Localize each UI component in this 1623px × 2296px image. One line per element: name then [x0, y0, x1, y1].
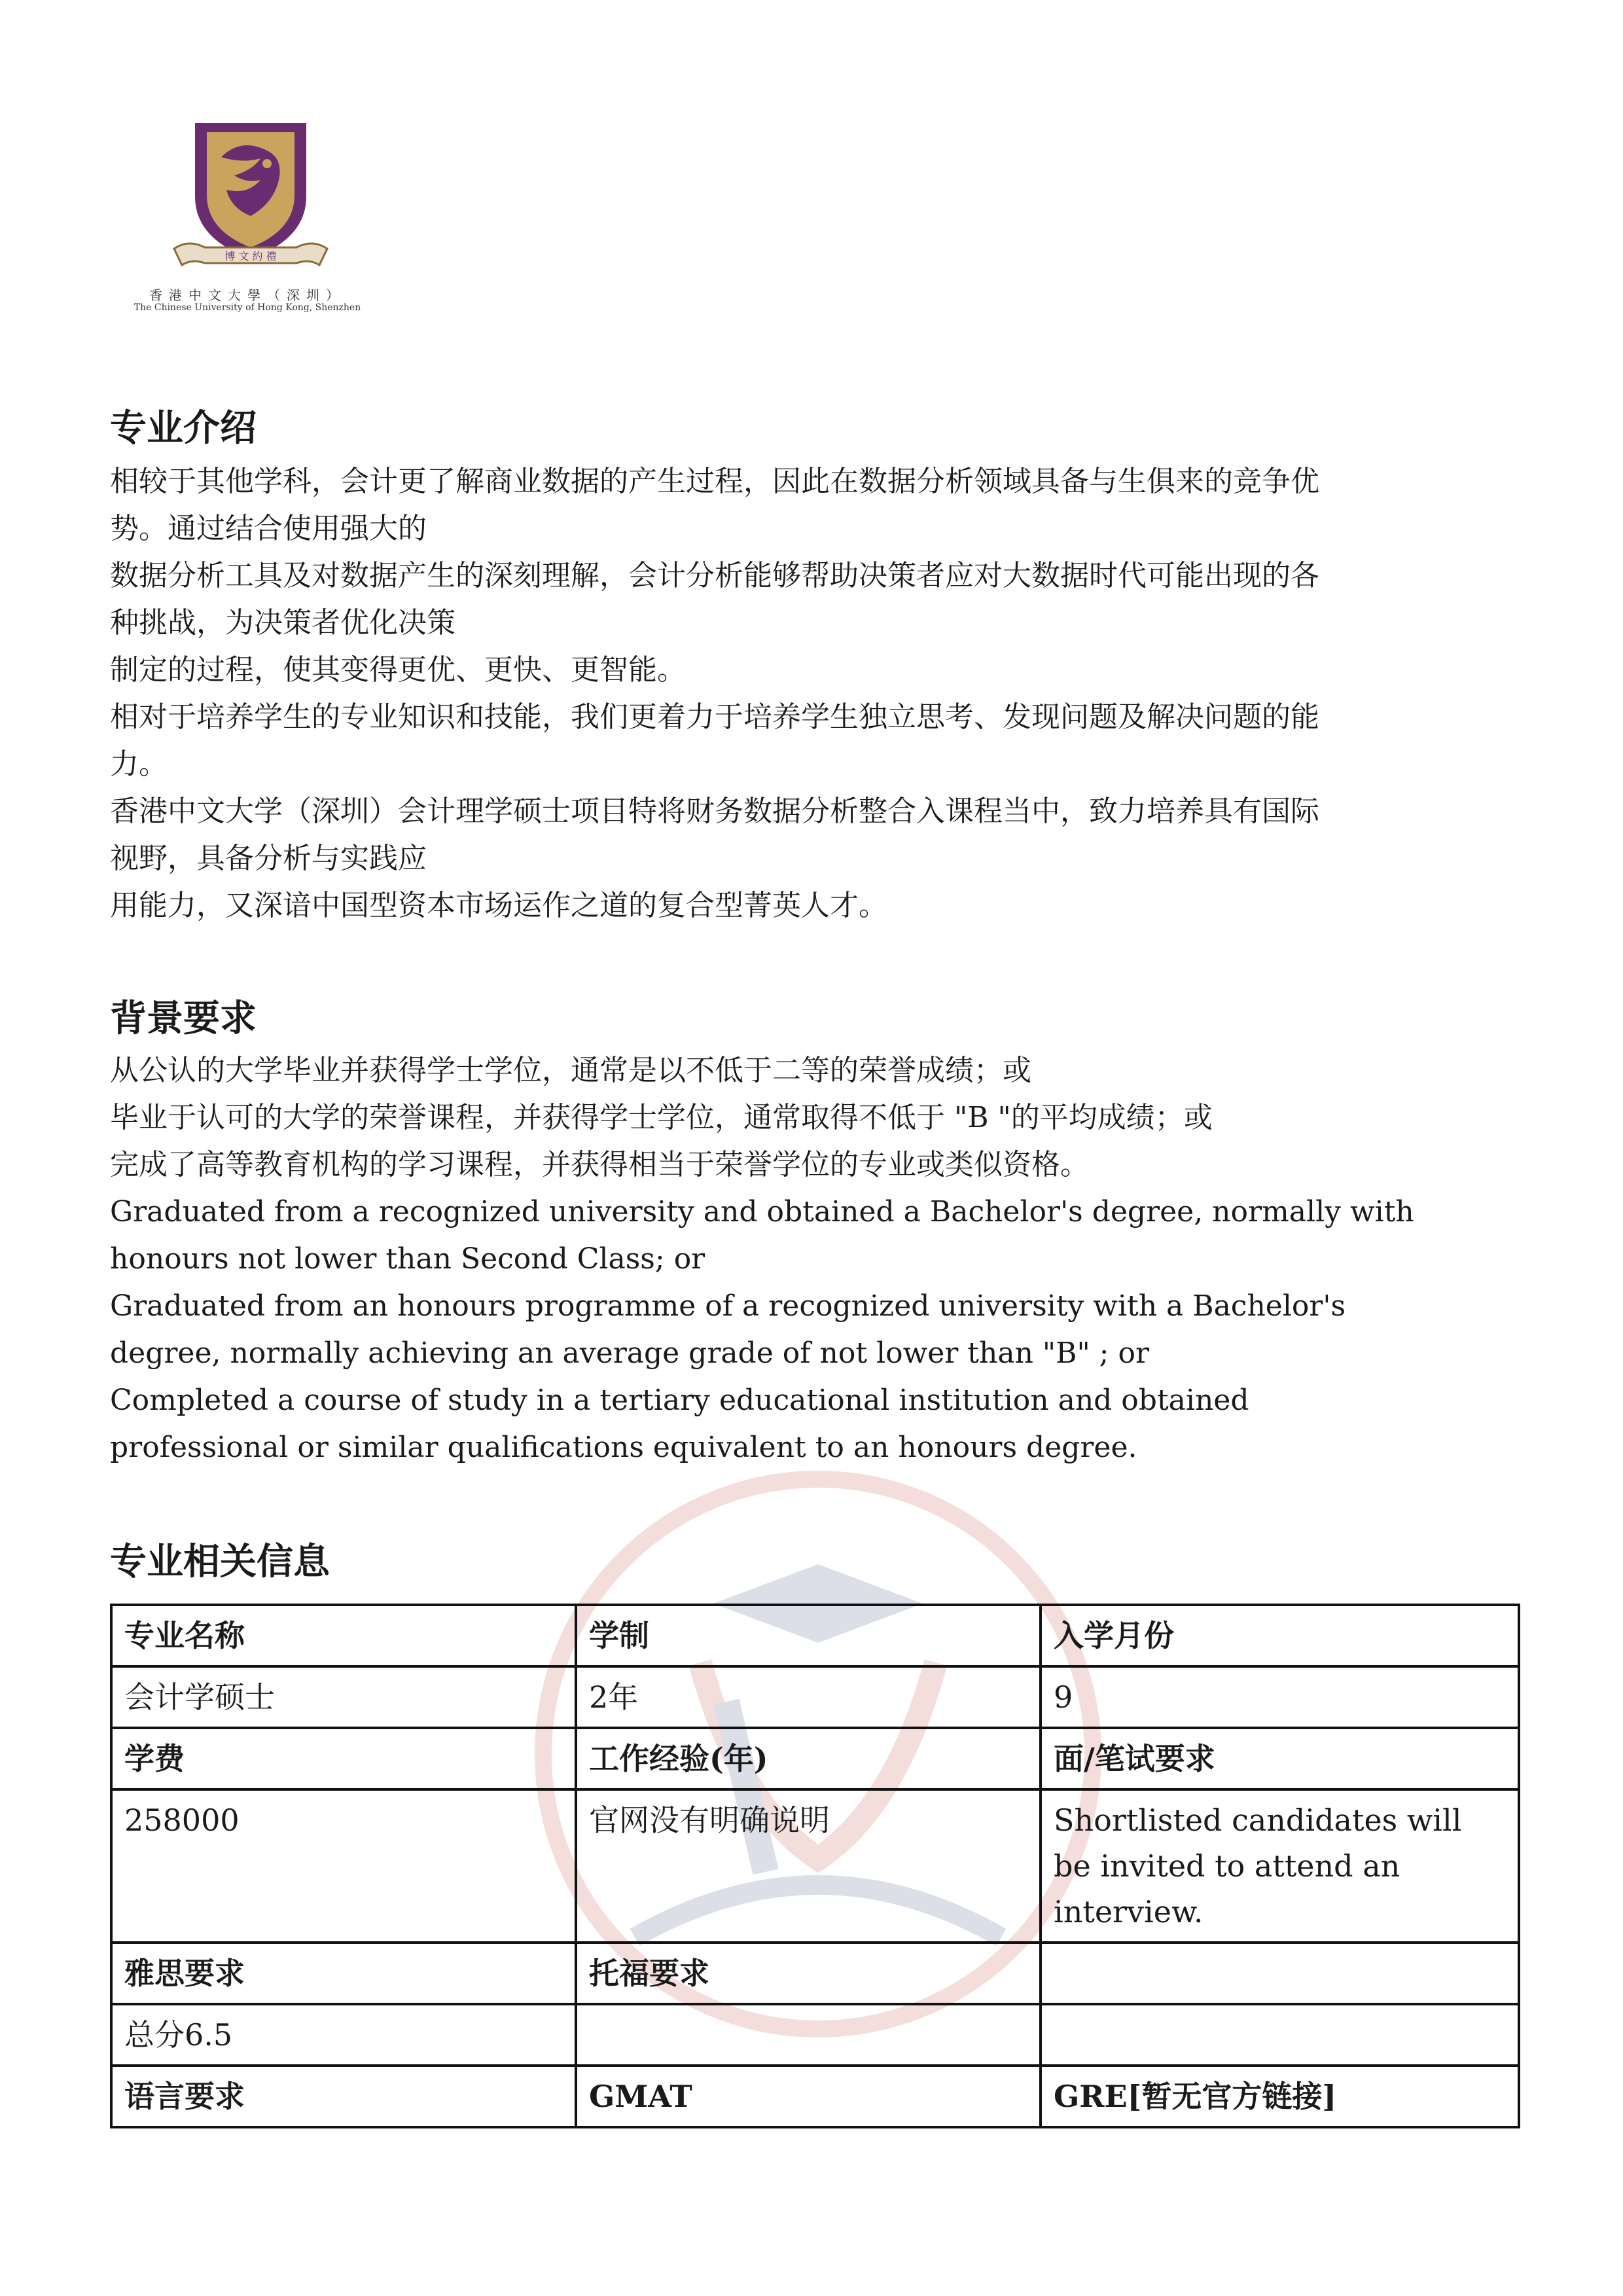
text-line: 完成了高等教育机构的学习课程，并获得相当于荣誉学位的专业或类似资格。: [110, 1148, 1089, 1181]
text-line: 数据分析工具及对数据产生的深刻理解，会计分析能够帮助决策者应对大数据时代可能出现的各: [110, 559, 1319, 592]
text-line: 从公认的大学毕业并获得学士学位，通常是以不低于二等的荣誉成绩；或: [110, 1054, 1031, 1087]
text-line: Graduated from an honours programme of a recognized university with a Bachelor's: [110, 1289, 1346, 1323]
table-cell: Shortlisted candidates will be invited to attend an interview.: [1041, 1789, 1519, 1943]
table-row: [111, 1789, 1519, 1943]
logo-chinese-name: 香港中文大學（深圳）: [149, 287, 346, 303]
table-cell: [1041, 2004, 1519, 2066]
text-line: Completed a course of study in a tertiary educational institution and obtained: [110, 1384, 1249, 1417]
text-line: 相较于其他学科，会计更了解商业数据的产生过程，因此在数据分析领域具备与生俱来的竞争优: [110, 465, 1319, 498]
svg-text:博 文 約 禮: 博 文 約 禮: [224, 250, 277, 262]
table-cell: 官网没有明确说明: [576, 1789, 1041, 1943]
table-cell: 面/笔试要求: [1041, 1728, 1519, 1789]
table-cell: 工作经验(年): [576, 1728, 1041, 1789]
text-line: Graduated from a recognized university and obtained a Bachelor's degree, normally with: [110, 1195, 1414, 1229]
text-line: 种挑战，为决策者优化决策: [110, 606, 455, 639]
text-line: 力。: [110, 747, 168, 781]
university-logo: [110, 118, 385, 324]
text-line: 毕业于认可的大学的荣誉课程，并获得学士学位，通常取得不低于 "B "的平均成绩；或: [110, 1101, 1213, 1134]
text-line: degree, normally achieving an average grade of not lower than "B" ; or: [110, 1336, 1150, 1370]
table-cell: 会计学硕士: [111, 1666, 576, 1728]
background-paragraph: [110, 1047, 1524, 1471]
table-cell: 语言要求: [111, 2066, 576, 2127]
text-line: 视野，具备分析与实践应: [110, 842, 427, 875]
table-cell: 雅思要求: [111, 1943, 576, 2004]
text-line: 用能力，又深谙中国型资本市场运作之道的复合型菁英人才。: [110, 889, 887, 922]
table-cell: 2年: [576, 1666, 1041, 1728]
text-line: 制定的过程，使其变得更优、更快、更智能。: [110, 653, 686, 687]
text-line: 势。通过结合使用强大的: [110, 512, 427, 545]
table-row: [111, 1605, 1519, 1666]
table-row: [111, 1943, 1519, 2004]
section-title-intro: 专业介绍: [110, 406, 257, 450]
table-cell: 入学月份: [1041, 1605, 1519, 1666]
table-cell: [1041, 1943, 1519, 2004]
table-row: [111, 2066, 1519, 2127]
program-info-table: [110, 1604, 1520, 2128]
logo-english-name: The Chinese University of Hong Kong, Shenzhen: [134, 302, 361, 313]
table-cell: 9: [1041, 1666, 1519, 1728]
table-cell: 学制: [576, 1605, 1041, 1666]
table-cell: 专业名称: [111, 1605, 576, 1666]
text-line: professional or similar qualifications equivalent to an honours degree.: [110, 1431, 1137, 1464]
text-line: 香港中文大学（深圳）会计理学硕士项目特将财务数据分析整合入课程当中，致力培养具有国际: [110, 795, 1319, 828]
text-line: honours not lower than Second Class; or: [110, 1242, 705, 1276]
intro-paragraph: [110, 458, 1524, 929]
section-title-background: 背景要求: [110, 997, 257, 1040]
table-cell: 托福要求: [576, 1943, 1041, 2004]
section-title-info: 专业相关信息: [110, 1540, 330, 1583]
table-cell: GMAT: [576, 2066, 1041, 2127]
table-cell: [576, 2004, 1041, 2066]
table-row: [111, 2004, 1519, 2066]
text-line: 相对于培养学生的专业知识和技能，我们更着力于培养学生独立思考、发现问题及解决问题的能: [110, 700, 1319, 734]
table-cell: 学费: [111, 1728, 576, 1789]
table-cell: 258000: [111, 1789, 576, 1943]
table-cell: 总分6.5: [111, 2004, 576, 2066]
table-row: [111, 1666, 1519, 1728]
crest-icon: [169, 118, 332, 285]
table-row: [111, 1728, 1519, 1789]
table-cell: GRE[暂无官方链接]: [1041, 2066, 1519, 2127]
